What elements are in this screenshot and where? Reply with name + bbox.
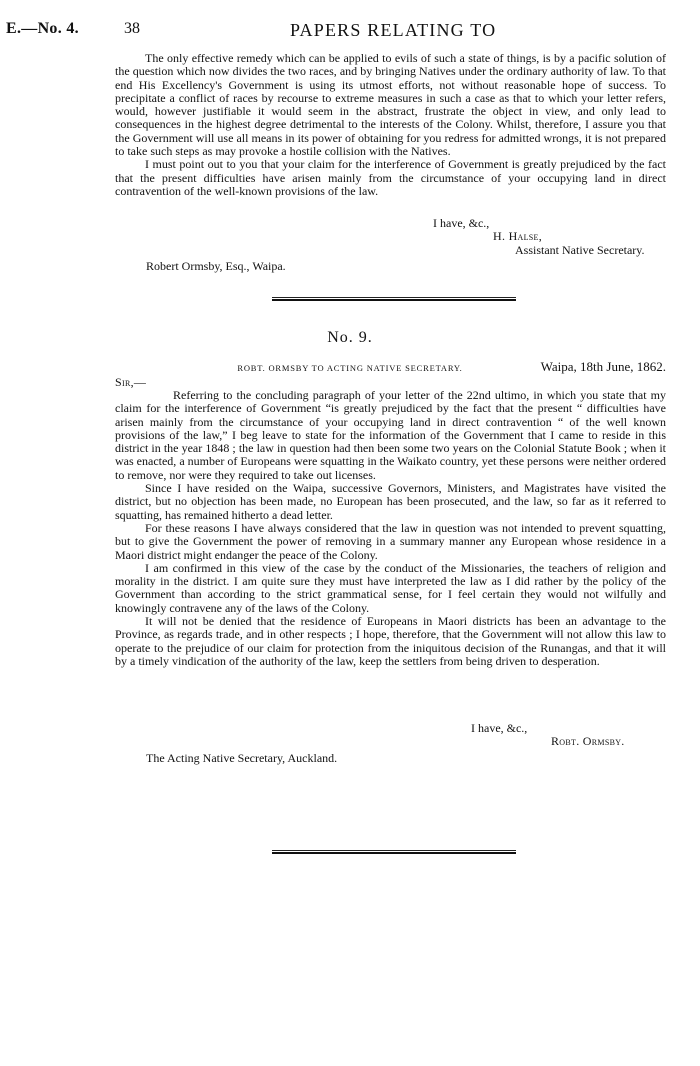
letter2-addressee: The Acting Native Secretary, Auckland. [146,751,338,765]
salutation: Sir,— [115,375,147,389]
page-number: 38 [124,20,140,37]
page-header [6,20,680,42]
letter2-paragraph: Since I have resided on the Waipa, successive Governors, Ministers, and Magistrates have visited the district, but no objection has been made, no European has been prosecuted, and the law, so far as it referred to squatting, has remained hitherto a dead letter. [115,481,666,522]
letter1-signature: H. Halse, [493,229,543,244]
letter2-paragraph: Referring to the concluding paragraph of your letter of the 22nd ultimo, in which you state that my claim for the interference of Government “is greatly prejudiced by the fact that the present “ difficulties have arisen mainly from the circumstance of your occupying land in direct contravention “ of the well known provisions of the law,” I beg leave to state for the information of the Government that I came to reside in this district in the year 1848 ; the law in question had then been some two years on the Colonial Statute Book ; when it was enacted, a number of Europeans were squatting in the Waikato country, yet these persons were neither ordered to remove, nor were they required to take out licenses. [115,388,666,482]
letter2-signature: Robt. Ormsby. [551,734,625,749]
letter1-body [115,52,666,198]
running-title: PAPERS RELATING TO [290,20,497,40]
divider-end-bottom [272,852,516,854]
letter-subheading: ROBT. ORMSBY TO ACTING NATIVE SECRETARY. [237,363,463,373]
document-code: E.—No. 4. [6,20,79,37]
letter-number: No. 9. [327,329,373,346]
letter1-signoff [115,217,666,257]
letter1-paragraph: The only effective remedy which can be applied to evils of such a state of things, is by a pacific solution of the question which now divides the two races, and by bringing Natives under the ordinary authority of law. To that end His Excellency's Government is using its utmost efforts, not without reasonable hope of success. To precipitate a conflict of races by recourse to extreme measures in such a case as that to which your letter refers, would, however justifiable it would seem in the abstract, frustrate the object in view, and only lead to consequences in the highest degree detrimental to the interests of the Colony. Whilst, therefore, I assure you that the Government will use all means in its power of obtaining for you redress for admitted wrongs, it is not prepared to take such steps as may provoke a hostile collision with the Natives. [115,51,666,159]
place-date: Waipa, 18th June, 1862. [540,359,666,374]
letter2-signoff [115,722,666,749]
letter2-body [115,389,666,668]
letter2-paragraph: It will not be denied that the residence of Europeans in Maori districts has been an advantage to the Province, as regards trade, and in other respects ; I hope, therefore, that the Government will not allow this law to operate to the prejudice of our claim for protection from the iniquitous decision of the Runangas, and that it will by a timely vindication of the authority of the law, keep the settlers from being driven to desperation. [115,614,666,668]
letter1-signature-title: Assistant Native Secretary. [515,242,645,257]
letter2-paragraph: For these reasons I have always considered that the law in question was not intended to prevent squatting, but to give the Government the power of removing in a summary manner any European whose residence in a Maori district might endanger the peace of the Colony. [115,520,666,562]
letter2-paragraph: I am confirmed in this view of the case by the conduct of the Missionaries, the teachers of religion and morality in the district. I am quite sure they must have interpreted the law as I did rather by the policy of the Government than according to the strict grammatical sense, for I feel certain they would not wilfully and knowingly contravene any of the laws of the Colony. [115,560,666,615]
letter1-paragraph: I must point out to you that your claim for the interference of Government is greatly prejudiced by the fact that the present difficulties have arisen mainly from the circumstance of your occupying land in direct contravention of the well-known provisions of the law. [115,157,666,198]
letter1-closing: I have, &c., [433,216,490,230]
divider-top [272,297,516,298]
divider-end-top [272,850,516,851]
letter1-addressee: Robert Ormsby, Esq., Waipa. [146,259,286,273]
divider-bottom [272,299,516,301]
letter2-closing: I have, &c., [471,721,528,735]
